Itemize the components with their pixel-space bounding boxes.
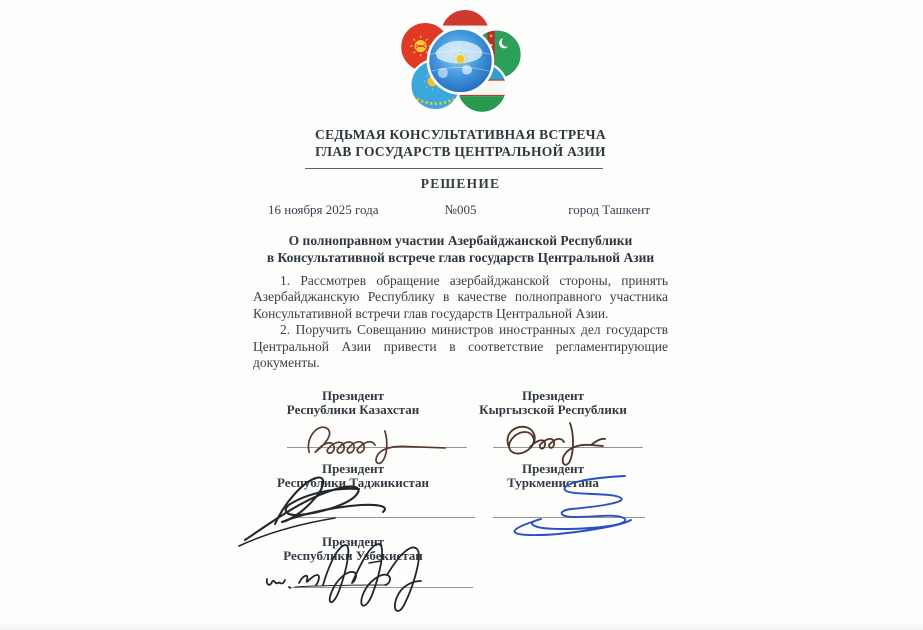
signature-line [290, 587, 473, 588]
document-date: 16 ноября 2025 года [268, 202, 379, 217]
signatory-title: Президент [521, 388, 585, 404]
signatory-title: Президент [321, 461, 385, 477]
document-title [253, 126, 668, 160]
signature-line [290, 517, 475, 518]
signatory-title: Президент [321, 534, 385, 550]
signature-block-tajikistan [253, 462, 453, 518]
signatory-title: Президент [321, 388, 385, 404]
signature-line [493, 447, 643, 448]
subject-line-1: О полноправном участии Азербайджанской Республики [288, 233, 633, 248]
signatory-country: Туркменистана [507, 475, 599, 491]
signature-block-turkmenistan [453, 462, 653, 518]
document-subject [253, 232, 668, 266]
document-body [253, 273, 668, 371]
central-asia-flags-emblem-icon [398, 8, 523, 112]
signatory-country: Республики Таджикистан [276, 475, 430, 491]
signatory-title: Президент [521, 461, 585, 477]
document-type-label: РЕШЕНИЕ [420, 176, 501, 191]
title-line-2: ГЛАВ ГОСУДАРСТВ ЦЕНТРАЛЬНОЙ АЗИИ [315, 144, 606, 159]
signature-spacer [453, 535, 653, 588]
summit-emblem [253, 8, 668, 114]
signatory-country: Кыргызской Республики [479, 402, 627, 418]
document-place: город Ташкент [568, 202, 650, 217]
signature-block-kyrgyzstan [453, 389, 653, 448]
signature-block-kazakhstan [253, 389, 453, 448]
signatory-country: Республики Казахстан [286, 402, 420, 418]
signature-line [287, 447, 467, 448]
signature-block-uzbekistan [253, 535, 453, 588]
globe-icon [428, 28, 493, 93]
title-line-1: СЕДЬМАЯ КОНСУЛЬТАТИВНАЯ ВСТРЕЧА [315, 127, 606, 142]
signature-line [493, 517, 645, 518]
document-content [253, 0, 668, 588]
body-paragraph-1: 1. Рассмотрев обращение азербайджанской стороны, принять Азербайджанскую Республику в качестве полноправного участника Консультативной встречи глав государств Центральной Азии. [253, 273, 668, 321]
signatory-country: Республики Узбекистан [283, 548, 423, 564]
subject-line-2: в Консультативной встрече глав государств Центральной Азии [266, 250, 655, 265]
document-meta-row [253, 202, 668, 218]
signatures-section [253, 389, 653, 588]
document-number: №005 [444, 202, 477, 217]
body-paragraph-2: 2. Поручить Совещанию министров иностранных дел государств Центральной Азии привести в соответствие регламентирующие документы. [253, 322, 668, 371]
divider-line [305, 168, 603, 169]
